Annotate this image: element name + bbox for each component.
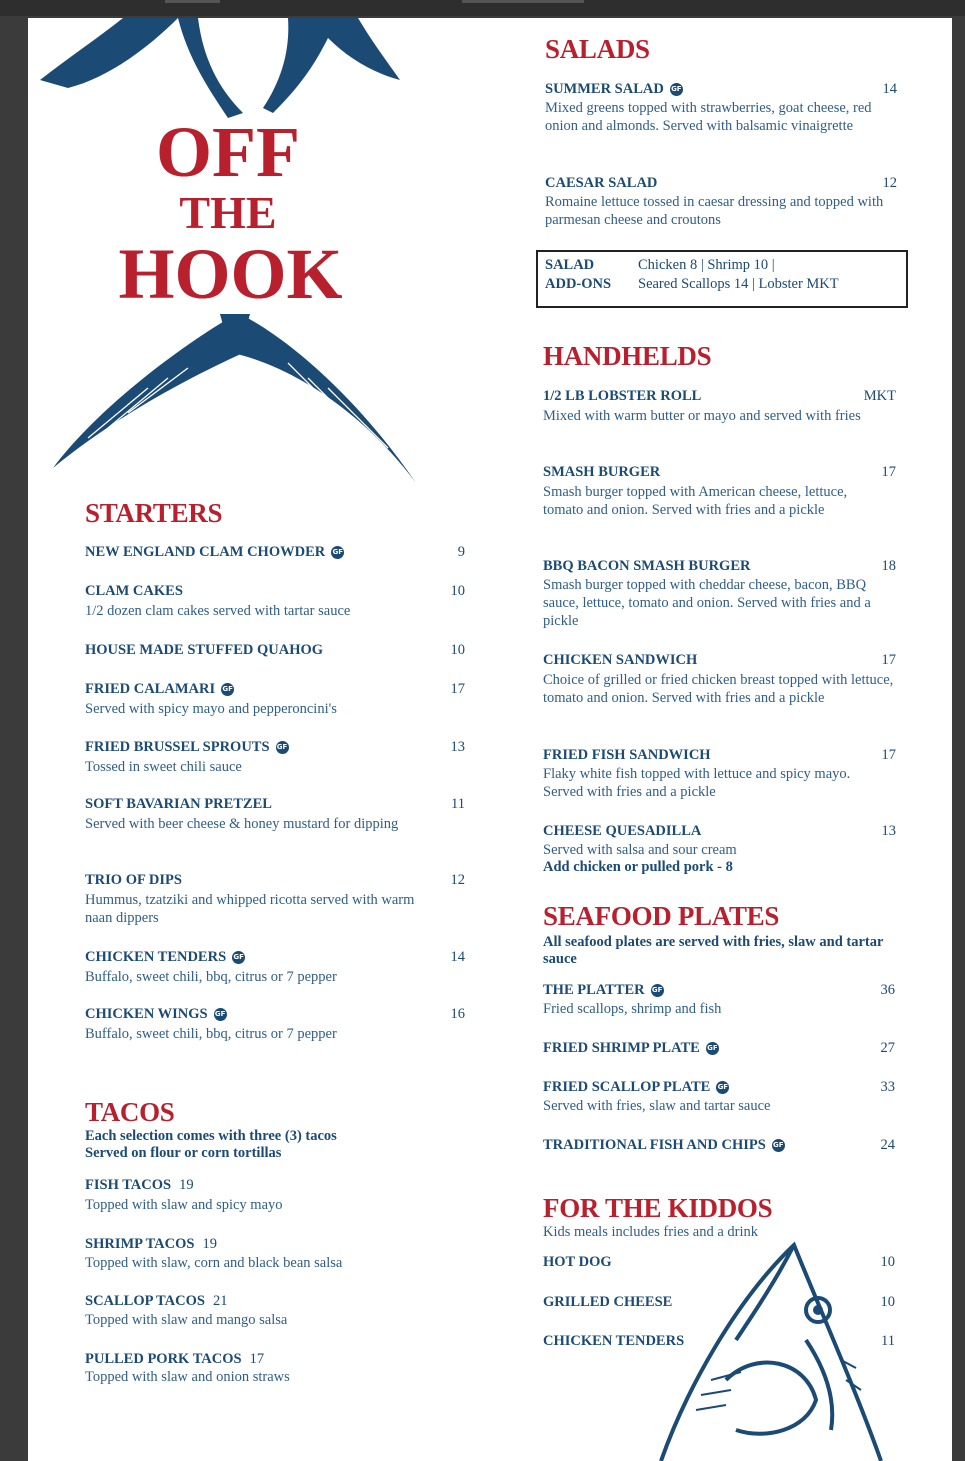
menu-item-name: SUMMER SALAD GF [545,81,682,97]
addons-label: ADD-ONS [545,276,612,292]
salads-title: SALADS [545,34,650,64]
tacos-title: TACOS [85,1097,175,1127]
fish-eye [813,1305,823,1315]
logo-off: OFF [156,112,300,192]
menu-item-price: 24 [880,1137,895,1153]
viewer-toolbar [0,0,965,16]
menu-item-price: 19 [202,1236,217,1252]
menu-item-price: 12 [882,175,897,191]
menu-item-description: Topped with slaw and spicy mayo [85,1197,283,1213]
salad-addons-box [536,250,908,308]
menu-item-price: 21 [212,1293,228,1309]
tacos-note: Served on flour or corn tortillas [85,1145,282,1161]
menu-item-description: Mixed with warm butter or mayo and served with fries [543,408,861,424]
gluten-free-icon: GF [276,741,289,754]
menu-item-price: 11 [881,1333,895,1349]
menu-item-price: 19 [179,1177,194,1193]
menu-item-name: CAESAR SALAD [545,175,658,191]
gluten-free-icon: GF [706,1042,719,1055]
menu-item-name: HOT DOG [543,1254,612,1270]
menu-item-price: 17 [881,464,896,480]
menu-item-name: CHICKEN WINGS GF [85,1006,226,1022]
menu-item-price: 13 [450,739,465,755]
menu-item-description: Tossed in sweet chili sauce [85,759,242,775]
gluten-free-icon: GF [232,951,245,964]
menu-item-name: SMASH BURGER [543,464,661,480]
menu-item-name: BBQ BACON SMASH BURGER [543,558,751,574]
menu-item-name: SOFT BAVARIAN PRETZEL [85,796,272,812]
menu-item-description: Smash burger topped with American cheese, lettuce, tomato and onion. Served with fries and a pickle [543,484,848,518]
seafood-note: All seafood plates are served with fries, slaw and tartar sauce [543,934,884,967]
menu-item-name: CHICKEN SANDWICH [543,652,698,668]
menu-item-price: 17 [249,1351,265,1367]
menu-item-price: 36 [880,982,895,998]
menu-item-price: 16 [450,1006,465,1022]
menu-item-name: THE PLATTER GF [543,982,663,998]
addons-list: Seared Scallops 14 | Lobster MKT [638,276,839,292]
menu-item-description: Topped with slaw, corn and black bean salsa [85,1255,343,1271]
menu-item-name: FISH TACOS 19 [85,1177,194,1193]
menu-item-name: HOUSE MADE STUFFED QUAHOG [85,642,324,658]
menu-page [28,18,952,1461]
menu-item-name: TRIO OF DIPS [85,872,182,888]
menu-item-price: 33 [880,1079,895,1095]
menu-item-price: 27 [880,1040,895,1056]
menu-item-description: Served with spicy mayo and pepperoncini's [85,701,337,717]
addons-label: SALAD [545,257,595,273]
menu-item-price: 9 [457,544,465,560]
menu-item-description: Hummus, tzatziki and whipped ricotta served with warm naan dippers [85,892,415,926]
menu-item-description: Buffalo, sweet chili, bbq, citrus or 7 pepper [85,1026,337,1042]
menu-item-name: NEW ENGLAND CLAM CHOWDER GF [85,544,343,560]
kids-title: FOR THE KIDDOS [543,1193,773,1223]
menu-item-name: FRIED SCALLOP PLATE GF [543,1079,729,1095]
menu-item-description: Romaine lettuce tossed in caesar dressing and topped with parmesan cheese and croutons [545,194,884,228]
menu-item-name: TRADITIONAL FISH AND CHIPS GF [543,1137,784,1153]
menu-item-price: 12 [450,872,465,888]
menu-item-description: Topped with slaw and onion straws [85,1369,290,1385]
menu-item-name: FRIED BRUSSEL SPROUTS GF [85,739,288,755]
handhelds-title: HANDHELDS [543,341,712,371]
menu-item-description: Flaky white fish topped with lettuce and spicy mayo. Served with fries and a pickle [543,766,851,800]
menu-item-name: FRIED FISH SANDWICH [543,747,711,763]
menu-item-price: 14 [882,81,897,97]
fish-head-illustration [656,1240,886,1461]
menu-item-price: 11 [451,796,465,812]
addons-list: Chicken 8 | Shrimp 10 | [638,257,775,273]
menu-item-description: Served with beer cheese & honey mustard for dipping [85,816,399,832]
menu-item-name: FRIED CALAMARI GF [85,681,233,697]
menu-item-description: Mixed greens topped with strawberries, goat cheese, red onion and almonds. Served with balsamic vinaigrette [545,100,872,134]
menu-item-name: CHICKEN TENDERS GF [85,949,244,965]
menu-item-description: Served with salsa and sour cream [543,842,737,858]
quesadilla-addon: Add chicken or pulled pork - 8 [543,859,733,875]
menu-item-price: 17 [881,747,896,763]
gluten-free-icon: GF [772,1139,785,1152]
menu-item-price: 14 [450,949,465,965]
gluten-free-icon: GF [651,984,664,997]
menu-item-name: CHEESE QUESADILLA [543,823,702,839]
menu-item-description: Buffalo, sweet chili, bbq, citrus or 7 pepper [85,969,337,985]
menu-item-description: 1/2 dozen clam cakes served with tartar sauce [85,603,351,619]
logo-hook: HOOK [118,234,343,314]
toolbar-widget[interactable] [165,0,220,3]
gluten-free-icon: GF [716,1081,729,1094]
menu-item-name: SCALLOP TACOS 21 [85,1293,228,1309]
seafood-title: SEAFOOD PLATES [543,901,780,931]
menu-item-name: FRIED SHRIMP PLATE GF [543,1040,718,1056]
menu-item-price: 17 [450,681,465,697]
menu-item-price: 13 [881,823,896,839]
menu-item-price: 17 [881,652,896,668]
menu-item-name: GRILLED CHEESE [543,1294,673,1310]
menu-item-name: SHRIMP TACOS 19 [85,1236,217,1252]
gluten-free-icon: GF [214,1008,227,1021]
kids-note: Kids meals includes fries and a drink [543,1224,759,1240]
menu-item-name: PULLED PORK TACOS 17 [85,1351,265,1367]
menu-item-description: Choice of grilled or fried chicken breast topped with lettuce, tomato and onion. Served with fries and a pickle [543,672,894,706]
starters-title: STARTERS [85,498,223,528]
menu-item-name: CHICKEN TENDERS [543,1333,685,1349]
toolbar-widget[interactable] [462,0,584,3]
logo-the: THE [179,187,277,238]
tacos-note: Each selection comes with three (3) tacos [85,1128,337,1144]
menu-item-price: 10 [450,583,465,599]
menu-item-price: 10 [450,642,465,658]
menu-item-description: Topped with slaw and mango salsa [85,1312,288,1328]
menu-item-price: 10 [880,1294,895,1310]
menu-item-name: 1/2 LB LOBSTER ROLL [543,388,702,404]
gluten-free-icon: GF [221,683,234,696]
menu-item-description: Smash burger topped with cheddar cheese, bacon, BBQ sauce, lettuce, tomato and onion. Served with fries and a pickle [543,577,871,629]
menu-item-price: MKT [863,388,896,404]
gluten-free-icon: GF [331,546,344,559]
gluten-free-icon: GF [670,83,683,96]
menu-item-description: Served with fries, slaw and tartar sauce [543,1098,771,1114]
menu-item-price: 18 [881,558,896,574]
menu-item-price: 10 [880,1254,895,1270]
menu-item-name: CLAM CAKES [85,583,183,599]
menu-item-description: Fried scallops, shrimp and fish [543,1001,722,1017]
